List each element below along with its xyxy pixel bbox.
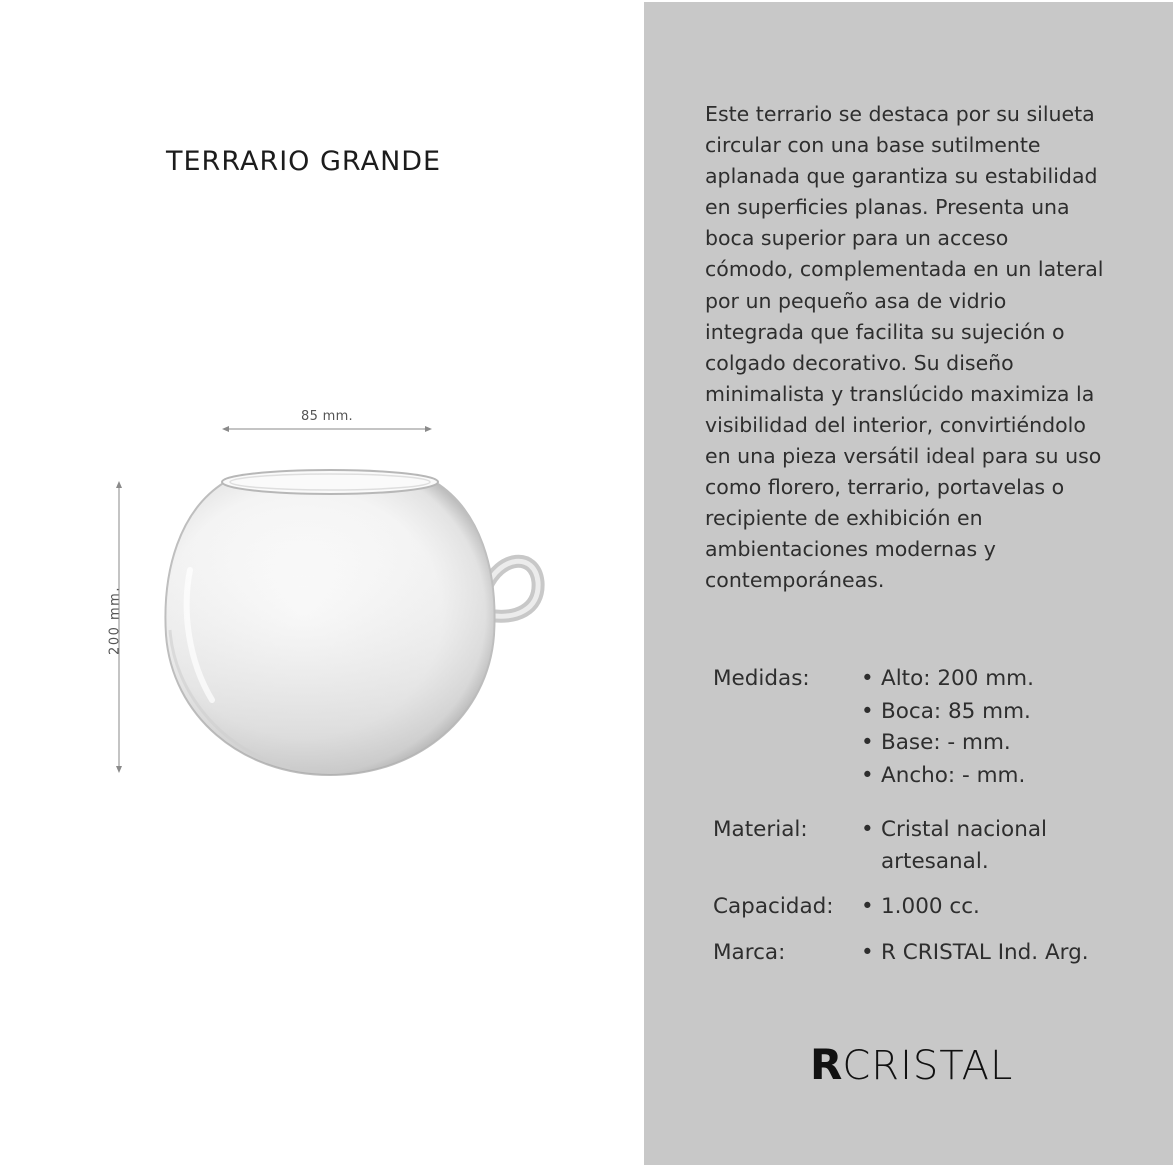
description-line: por un pequeño asa de vidrio <box>705 288 1007 313</box>
logo-initial: R <box>810 1040 843 1089</box>
bullet-icon: • <box>861 817 874 842</box>
spec-label-marca: Marca: <box>713 940 786 965</box>
spec-value: Boca: 85 mm. <box>881 699 1031 724</box>
logo-wordmark: CRISTAL <box>842 1043 1014 1089</box>
description-line: recipiente de exhibición en <box>705 506 983 531</box>
spec-value-continuation: artesanal. <box>881 849 989 874</box>
description-line: circular con una base sutilmente <box>705 133 1041 158</box>
spec-label-material: Material: <box>713 817 808 842</box>
bullet-icon: • <box>861 763 874 788</box>
spec-item <box>861 666 1034 691</box>
spec-item <box>861 817 1047 842</box>
spec-item <box>861 940 1089 965</box>
description-line: ambientaciones modernas y <box>705 537 996 562</box>
bullet-icon: • <box>861 940 874 965</box>
height-dimension <box>96 480 136 774</box>
spec-value: R CRISTAL Ind. Arg. <box>881 940 1089 965</box>
terrarium-image <box>150 460 550 790</box>
spec-item <box>861 894 980 919</box>
description-line: visibilidad del interior, convirtiéndolo <box>705 412 1086 437</box>
description-line: colgado decorativo. Su diseño <box>705 350 1014 375</box>
spec-label-capacidad: Capacidad: <box>713 894 834 919</box>
description-line: cómodo, complementada en un lateral <box>705 257 1104 282</box>
product-description <box>705 99 1115 597</box>
spec-value: Alto: 200 mm. <box>881 666 1034 691</box>
description-line: en superficies planas. Presenta una <box>705 195 1070 220</box>
bullet-icon: • <box>861 666 874 691</box>
bullet-icon: • <box>861 730 874 755</box>
description-line: en una pieza versátil ideal para su uso <box>705 444 1102 469</box>
spec-item <box>861 730 1011 755</box>
spec-label-medidas: Medidas: <box>713 666 810 691</box>
spec-value: Cristal nacional <box>881 817 1047 842</box>
spec-value: Ancho: - mm. <box>881 763 1026 788</box>
spec-value: Base: - mm. <box>881 730 1011 755</box>
height-label: 200 mm. <box>107 586 123 655</box>
description-line: como florero, terrario, portavelas o <box>705 475 1065 500</box>
product-title: TERRARIO GRANDE <box>166 146 442 177</box>
width-dimension <box>221 407 433 437</box>
description-line: aplanada que garantiza su estabilidad <box>705 164 1098 189</box>
description-line: integrada que facilita su sujeción o <box>705 319 1065 344</box>
description-line: Este terrario se destaca por su silueta <box>705 102 1095 126</box>
spec-item <box>861 763 1025 788</box>
description-line: minimalista y translúcido maximiza la <box>705 381 1095 406</box>
bullet-icon: • <box>861 699 874 724</box>
description-line: boca superior para un acceso <box>705 226 1009 251</box>
spec-value: 1.000 cc. <box>881 894 980 919</box>
bullet-icon: • <box>861 894 874 919</box>
brand-logo <box>810 1040 1013 1090</box>
width-arrow-icon <box>221 407 433 437</box>
width-label: 85 mm. <box>301 409 353 424</box>
spec-item <box>861 699 1031 724</box>
description-line: contemporáneas. <box>705 568 885 593</box>
